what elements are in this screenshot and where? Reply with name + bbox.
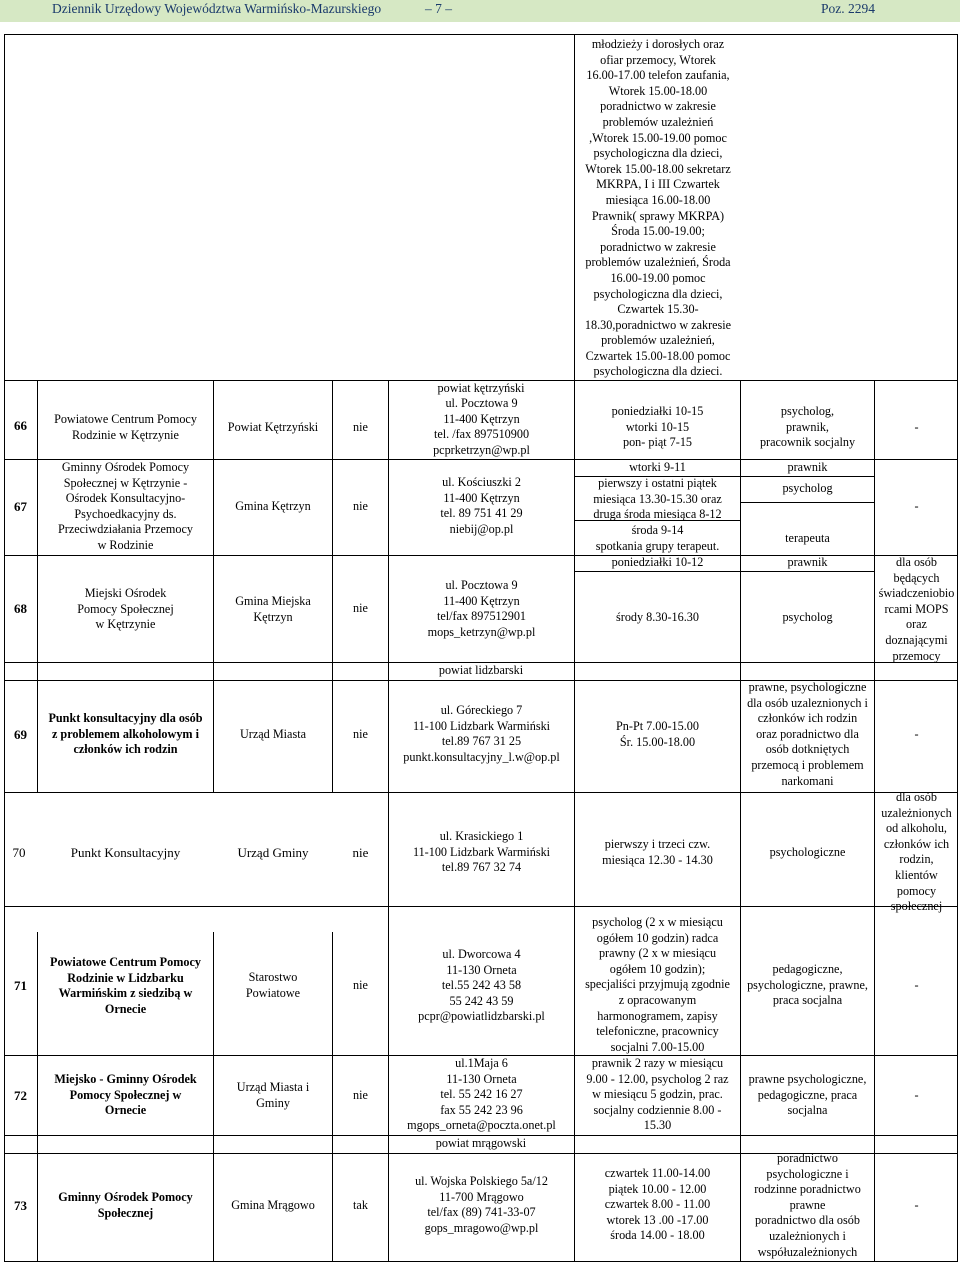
organizer: Urząd Gminy xyxy=(237,845,309,860)
target-group: - xyxy=(914,420,919,434)
address: ul. Pocztowa 9 11-400 Kętrzyn tel/fax 897512901 mops_ketrzyn@wp.pl xyxy=(427,578,536,639)
flag: tak xyxy=(353,1198,368,1212)
flag: nie xyxy=(353,601,368,615)
institution-name: Gminny Ośrodek Pomocy Społecznej xyxy=(58,1190,193,1220)
organizer: Gmina Mrągowo xyxy=(231,1198,315,1212)
flag: nie xyxy=(353,727,368,741)
hours: wtorki 9-11 xyxy=(629,460,686,474)
services: psycholog, prawnik, pracownik socjalny xyxy=(759,404,856,450)
hours: poniedziałki 10-15 wtorki 10-15 pon- piąt 7-15 xyxy=(611,404,704,450)
flag: nie xyxy=(353,499,368,513)
organizer: Gmina Kętrzyn xyxy=(235,499,311,513)
services: prawnik xyxy=(787,460,828,474)
target-group: - xyxy=(914,499,919,513)
institution-name: Miejski Ośrodek Pomocy Społecznej w Kętrzynie xyxy=(77,586,174,632)
hours: Pn-Pt 7.00-15.00 Śr. 15.00-18.00 xyxy=(616,719,699,749)
address: ul.1Maja 6 11-130 Orneta tel. 55 242 16 27 fax 55 242 23 96 mgops_orneta@poczta.onet.pl xyxy=(407,1056,556,1133)
organizer: Powiat Kętrzyński xyxy=(227,420,319,434)
row-number: 70 xyxy=(12,845,26,860)
flag: nie xyxy=(353,978,368,992)
address: ul. Wojska Polskiego 5a/12 11-700 Mrągowo tel/fax (89) 741-33-07 gops_mragowo@wp.pl xyxy=(415,1174,548,1235)
services: psychologiczne xyxy=(769,845,846,859)
row-number: 69 xyxy=(14,727,27,742)
institution-name: Powiatowe Centrum Pomocy Rodzinie w Lidzbarku Warmińskim z siedzibą w Ornecie xyxy=(50,955,201,1016)
row-number: 68 xyxy=(14,601,27,616)
organizer: Urząd Miasta xyxy=(240,727,306,741)
row-number: 71 xyxy=(14,978,27,993)
section-header: powiat kętrzyński xyxy=(437,381,525,395)
organizer: Starostwo Powiatowe xyxy=(245,970,301,1000)
page-header xyxy=(0,0,960,22)
row-number: 73 xyxy=(14,1198,27,1213)
address: ul. Góreckiego 7 11-100 Lidzbark Warmiński tel.89 767 31 25 punkt.konsultacyjny_l.w@op.pl xyxy=(403,703,560,764)
target-group: dla osób uzależnionych od alkoholu, członków ich rodzin, klientów pomocy społecznej xyxy=(881,790,952,914)
services: prawne, psychologiczne dla osób uzaleznionych i członków ich rodzin oraz poradnictwo dla osób dotkniętych przemocą i problemem narkomani xyxy=(747,680,868,788)
address: ul. Pocztowa 9 11-400 Kętrzyn tel. /fax 897510900 pcprketrzyn@wp.pl xyxy=(433,396,530,457)
services: terapeuta xyxy=(785,531,830,545)
target-group: - xyxy=(914,1088,919,1102)
flag: nie xyxy=(353,420,368,434)
services: prawnik xyxy=(787,555,828,569)
journal-title: Dziennik Urzędowy Województwa Warmińsko-Mazurskiego xyxy=(52,1,382,16)
hours: środa 9-14 spotkania grupy terapeut. xyxy=(595,523,720,553)
institution-name: Punkt Konsultacyjny xyxy=(70,845,181,860)
page-number: – 7 – xyxy=(425,1,452,16)
institution-name: Punkt konsultacyjny dla osób z problemem alkoholowym i członków ich rodzin xyxy=(48,711,203,757)
address: ul. Krasickiego 1 11-100 Lidzbark Warmiński tel.89 767 32 74 xyxy=(412,829,551,875)
hours: poniedziałki 10-12 xyxy=(611,555,704,569)
address: ul. Kościuszki 2 11-400 Kętrzyn tel. 89 751 41 29 niebij@op.pl xyxy=(440,475,523,536)
organizer: Gmina Miejska Kętrzyn xyxy=(235,594,311,624)
position-number: Poz. 2294 xyxy=(821,1,875,16)
target-group: - xyxy=(914,978,919,992)
address: ul. Dworcowa 4 11-130 Orneta tel.55 242 43 58 55 242 43 59 pcpr@powiatlidzbarski.pl xyxy=(418,947,545,1024)
flag: nie xyxy=(353,1088,368,1102)
hours: pierwszy i ostatni piątek miesiąca 13.30-15.30 oraz druga środa miesiąca 8-12 xyxy=(593,476,722,522)
target-group: - xyxy=(914,1198,919,1212)
section-header: powiat mrągowski xyxy=(435,1136,527,1150)
services: psycholog xyxy=(782,610,833,624)
continued-hours: młodzieży i dorosłych oraz ofiar przemocy, Wtorek 16.00-17.00 telefon zaufania, Wtorek 15.00-18.00 poradnictwo w zakresie problemów uzależnień ,Wtorek 15.00-19.00 pomoc psychologiczna dla dzieci, Wtorek 15.00-18.00 sekretarz MKRPA, I i III Czwartek miesiąca 16.00-18.00 Prawnik( sprawy MKRPA) Środa 15.00-19.00; poradnictwo w zakresie problemów uzależnień, Środa 16.00-19.00 pomoc psychologiczna dla dzieci, Czwartek 15.30- 18.30,poradnictwo w zakresie problemów uzależnień, Czwartek 15.00-18.00 pomoc psychologiczna dla dzieci. xyxy=(584,37,732,379)
hours: psycholog (2 x w miesiącu ogółem 10 godzin) radca prawny (2 x w miesiącu ogółem 10 godzin); specjaliści przyjmują zgodnie z opracowanym harmonogramem, zapisy telefoniczne, pracownicy socjalni 7.00-15.00 xyxy=(585,915,730,1054)
row-number: 72 xyxy=(14,1088,27,1103)
institution-name: Gminny Ośrodek Pomocy Społecznej w Kętrzynie - Ośrodek Konsultacyjno- Psychoedkacyjny ds. Przeciwdziałania Przemocy w Rodzinie xyxy=(57,460,193,552)
section-header: powiat lidzbarski xyxy=(438,663,524,677)
services: pedagogiczne, psychologiczne, prawne, praca socjalna xyxy=(747,962,868,1008)
target-group: - xyxy=(914,727,919,741)
target-group: dla osób będących świadczeniobio rcami MOPS oraz doznającymi przemocy xyxy=(878,555,955,663)
services: prawne psychologiczne, pedagogiczne, praca socjalna xyxy=(748,1072,867,1118)
hours: prawnik 2 razy w miesiącu 9.00 - 12.00, psycholog 2 raz w miesiącu 5 godzin, prac. socjalny codziennie 8.00 - 15.30 xyxy=(586,1056,729,1133)
organizer: Urząd Miasta i Gminy xyxy=(236,1080,310,1110)
services: psycholog xyxy=(782,481,833,495)
row-number: 67 xyxy=(14,499,27,514)
row-number: 66 xyxy=(14,418,27,433)
services: poradnictwo psychologiczne i rodzinne poradnictwo prawne poradnictwo dla osób uzależnionych i współuzależnionych xyxy=(754,1151,861,1259)
flag: nie xyxy=(352,845,369,860)
institution-name: Miejsko - Gminny Ośrodek Pomocy Społecznej w Ornecie xyxy=(54,1072,197,1118)
hours: czwartek 11.00-14.00 piątek 10.00 - 12.00 czwartek 8.00 - 11.00 wtorek 13 .00 -17.00 środa 14.00 - 18.00 xyxy=(604,1166,711,1243)
hours: pierwszy i trzeci czw. miesiąca 12.30 - 14.30 xyxy=(602,837,713,867)
institution-name: Powiatowe Centrum Pomocy Rodzinie w Kętrzynie xyxy=(54,412,197,442)
hours: środy 8.30-16.30 xyxy=(616,610,699,624)
